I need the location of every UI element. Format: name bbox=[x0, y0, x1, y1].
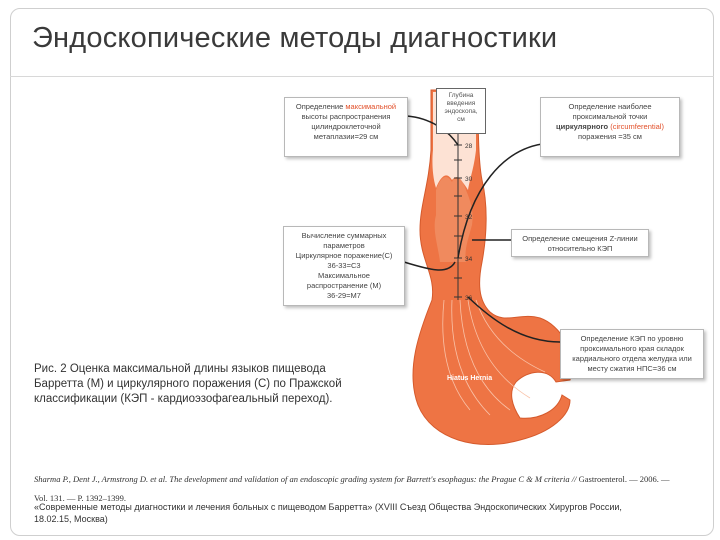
callout-gej: Определение КЭП по уровню проксимального края складок кардиального отдела желудка или месту сжатия НПС=36 см bbox=[560, 329, 704, 379]
hiatus-hernia-label: Hiatus Hernia bbox=[447, 375, 493, 382]
depth-mark-30: 30 bbox=[465, 176, 473, 183]
callout-calculation: Вычисление суммарных параметров Циркулярное поражение(С) 36-33=C3 Максимальное распространение (М) 36-29=M7 bbox=[283, 226, 405, 306]
slide-title: Эндоскопические методы диагностики bbox=[32, 22, 558, 54]
depth-mark-34: 34 bbox=[465, 256, 473, 263]
depth-scale-label: Глубина введения эндоскопа, см bbox=[436, 88, 486, 134]
callout-max-extent: Определение максимальной высоты распространения цилиндроклеточной метаплазии=29 см bbox=[284, 97, 408, 157]
depth-mark-32: 32 bbox=[465, 214, 473, 221]
reference-congress: «Современные методы диагностики и лечения больных с пищеводом Барретта» (XVIII Съезд Общества Эндоскопических Хирургов России, 18.02.15, Москва) bbox=[34, 502, 622, 524]
figure-caption: Рис. 2 Оценка максимальной длины языков пищевода Барретта (М) и циркулярного поражения (С) по Пражской классификации (КЭП - кардиоэзофагеальный переход). bbox=[34, 363, 342, 405]
callout-z-line: Определение смещения Z-линии относительно КЭП bbox=[511, 229, 649, 257]
depth-mark-36: 36 bbox=[465, 295, 473, 302]
callout-circumferential: Определение наиболее проксимальной точки циркулярного (circumferential) поражения =35 см bbox=[540, 97, 680, 157]
reference-prague: Sharma P., Dent J., Armstrong D. et al. The development and validation of an endoscopic grading system for Barrett's esophagus: the Prague C & M criteria // Gastroenterol. — 2006. — Vol. 131. — P. 1392–1399. bbox=[34, 474, 670, 503]
depth-mark-28: 28 bbox=[465, 143, 473, 150]
